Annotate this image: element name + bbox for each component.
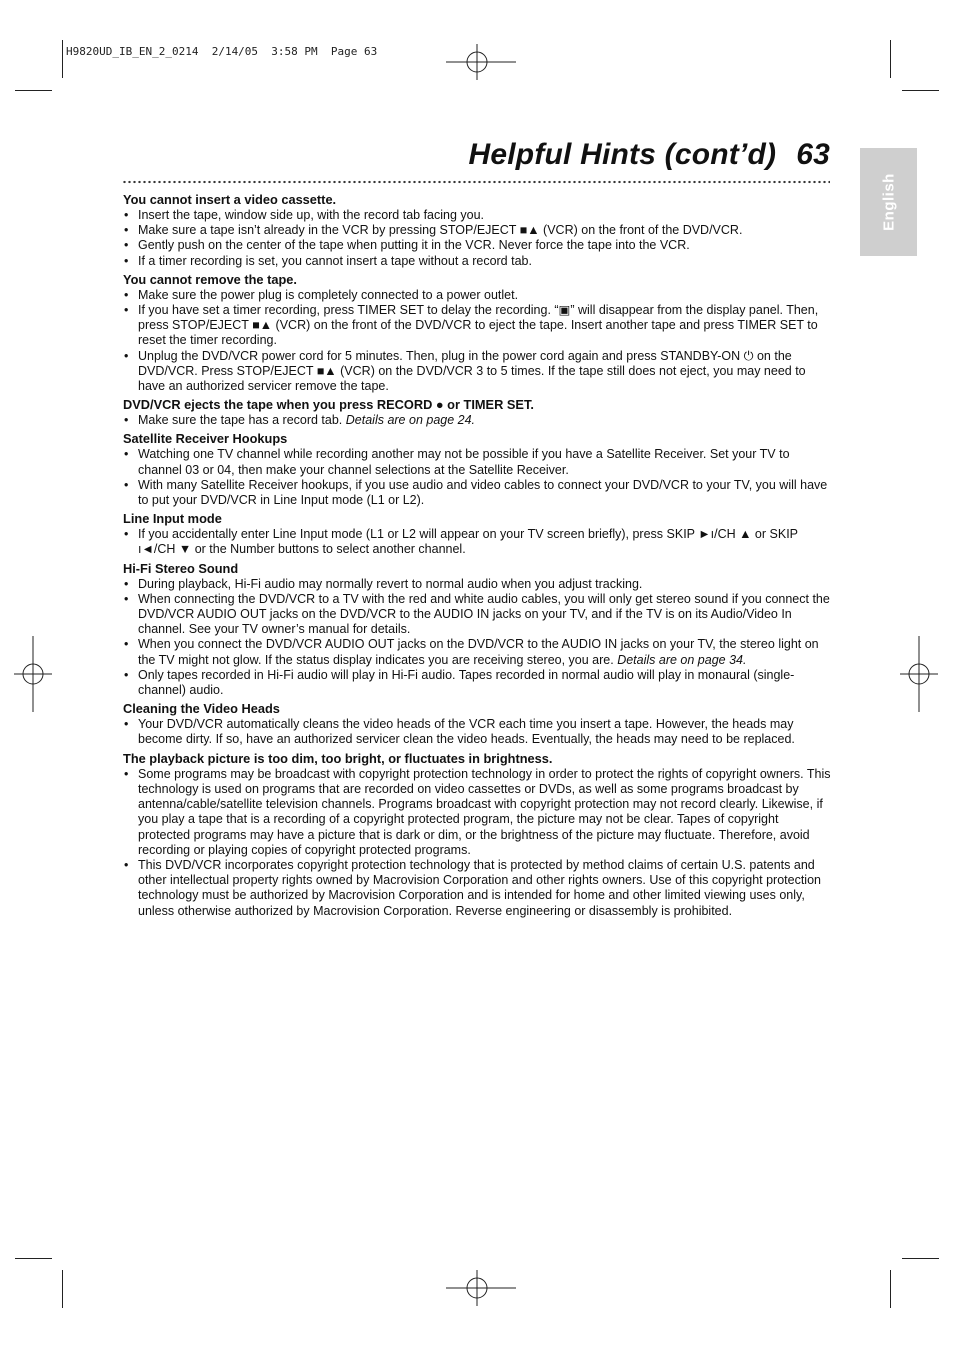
registration-mark-bottom	[446, 1270, 516, 1306]
registration-mark-left	[14, 636, 52, 712]
section-heading: DVD/VCR ejects the tape when you press RECORD ● or TIMER SET.	[123, 397, 534, 413]
crop-mark	[15, 90, 52, 91]
crop-mark	[62, 40, 63, 78]
registration-mark-right	[900, 636, 938, 712]
section-heading: The playback picture is too dim, too bright, or fluctuates in brightness.	[123, 750, 553, 766]
list-item: • During playback, Hi-Fi audio may normally revert to normal audio when you adjust tracking.	[123, 577, 831, 592]
list-item: • Gently push on the center of the tape when putting it in the VCR. Never force the tape into the VCR.	[123, 238, 831, 253]
hints-content	[123, 192, 831, 922]
section-tape-insert	[123, 192, 831, 269]
crop-mark	[15, 1258, 52, 1259]
dotted-divider	[122, 180, 830, 184]
language-tab-label: English	[880, 173, 897, 231]
bullet-list	[123, 288, 831, 394]
bullet-list	[123, 717, 831, 747]
section-heading: Hi-Fi Stereo Sound	[123, 560, 239, 576]
bullet-list	[123, 527, 831, 557]
list-item: • Your DVD/VCR automatically cleans the video heads of the VCR each time you insert a tape. However, the heads may become dirty. If so, have an authorized servicer clean the video heads. Eventually, the heads may need to be replaced.	[123, 717, 831, 747]
page-number: 63	[796, 138, 830, 171]
section-heading: Satellite Receiver Hookups	[123, 431, 288, 447]
list-item: • Some programs may be broadcast with copyright protection technology in order to protect the rights of copyright owners. This technology is used on programs that are recorded on video cassettes or DVDs, as well as some programs broadcast by antenna/cable/satellite television channels. Programs broadcast with copyright protection may not record clearly. Likewise, if you play a tape that is a recording of a copyright protected program, the picture may not be clear. Tapes of copyright protected programs may have a picture that is dark or dim, or the brightness of the picture may fluctuate. Therefore, avoid recording or playing copies of copyright protected programs.	[123, 767, 831, 858]
section-video-heads	[123, 701, 831, 747]
section-hifi	[123, 561, 831, 699]
section-heading: Cleaning the Video Heads	[123, 701, 280, 717]
bullet-list	[123, 208, 831, 269]
crop-mark	[902, 1258, 939, 1259]
bullet-list	[123, 413, 831, 428]
section-heading: You cannot insert a video cassette.	[123, 192, 337, 207]
bullet-list	[123, 767, 831, 919]
language-tab	[860, 148, 917, 256]
section-playback-picture	[123, 751, 831, 919]
page-title-text: Helpful Hints (cont’d)	[468, 138, 777, 171]
bullet-list	[123, 447, 831, 508]
list-item: • When connecting the DVD/VCR to a TV with the red and white audio cables, you will only get stereo sound if you connect the DVD/VCR AUDIO OUT jacks on the DVD/VCR to the AUDIO IN jacks on your TV, and if the TV is on its Audio/Video In channel. See your TV owner’s manual for details.	[123, 592, 831, 638]
list-item: • If a timer recording is set, you cannot insert a tape without a record tab.	[123, 254, 831, 269]
list-item: • With many Satellite Receiver hookups, if you use audio and video cables to connect your DVD/VCR to your TV, you will have to put your DVD/VCR in Line Input mode (L1 or L2).	[123, 478, 831, 508]
list-item: • Insert the tape, window side up, with the record tab facing you.	[123, 208, 831, 223]
list-item: • If you accidentally enter Line Input mode (L1 or L2 will appear on your TV screen briefly), press SKIP ►ı/CH ▲ or SKIP ı◄/CH ▼ or the Number buttons to select another channel.	[123, 527, 831, 557]
list-item: • Only tapes recorded in Hi-Fi audio will play in Hi-Fi audio. Tapes recorded in normal audio will play in monaural (single-channel) audio.	[123, 668, 831, 698]
list-item: • Unplug the DVD/VCR power cord for 5 minutes. Then, plug in the power cord again and press STANDBY-ON ⏻ on the DVD/VCR. Press STOP/EJECT ■▲ (VCR) on the DVD/VCR 3 to 5 times. If the tape still does not eject, you may need to have an authorized servicer remove the tape.	[123, 349, 831, 395]
list-item: • When you connect the DVD/VCR AUDIO OUT jacks on the DVD/VCR to the AUDIO IN jacks on your TV, the stereo light on the TV might not glow. If the status display indicates you are receiving stereo, you are. Details are on page 34.	[123, 637, 831, 667]
list-item: • If you have set a timer recording, press TIMER SET to delay the recording. “▣” will disappear from the display panel. Then, press STOP/EJECT ■▲ (VCR) on the front of the DVD/VCR to eject the tape. Insert another tape and press TIMER SET to reset the timer recording.	[123, 303, 831, 349]
crop-mark	[890, 40, 891, 78]
section-line-input	[123, 511, 831, 557]
list-item: • This DVD/VCR incorporates copyright protection technology that is protected by method claims of certain U.S. patents and other intellectual property rights owned by Macrovision Corporation and other rights owners. Use of this copyright protection technology must be authorized by Macrovision Corporation and is intended for home and other limited viewing uses only, unless otherwise authorized by Macrovision Corporation. Reverse engineering or disassembly is prohibited.	[123, 858, 831, 919]
bullet-list	[123, 577, 831, 699]
section-heading: You cannot remove the tape.	[123, 271, 297, 287]
list-item: • Make sure the tape has a record tab. Details are on page 24.	[123, 413, 831, 428]
section-satellite	[123, 431, 831, 508]
page-title	[469, 138, 830, 172]
list-item: • Watching one TV channel while recording another may not be possible if you have a Satellite Receiver. Set your TV to channel 03 or 04, then make your channel selections at the Satellite Receiver.	[123, 447, 831, 477]
list-item: • Make sure a tape isn’t already in the VCR by pressing STOP/EJECT ■▲ (VCR) on the front of the DVD/VCR.	[123, 223, 831, 238]
crop-mark	[902, 90, 939, 91]
section-tape-remove	[123, 272, 831, 394]
print-slug: H9820UD_IB_EN_2_0214 2/14/05 3:58 PM Page 63	[66, 45, 378, 58]
section-eject-on-record	[123, 397, 831, 428]
list-item: • Make sure the power plug is completely connected to a power outlet.	[123, 288, 831, 303]
registration-mark-top	[446, 44, 516, 80]
crop-mark	[890, 1270, 891, 1308]
section-heading: Line Input mode	[123, 511, 222, 527]
crop-mark	[62, 1270, 63, 1308]
